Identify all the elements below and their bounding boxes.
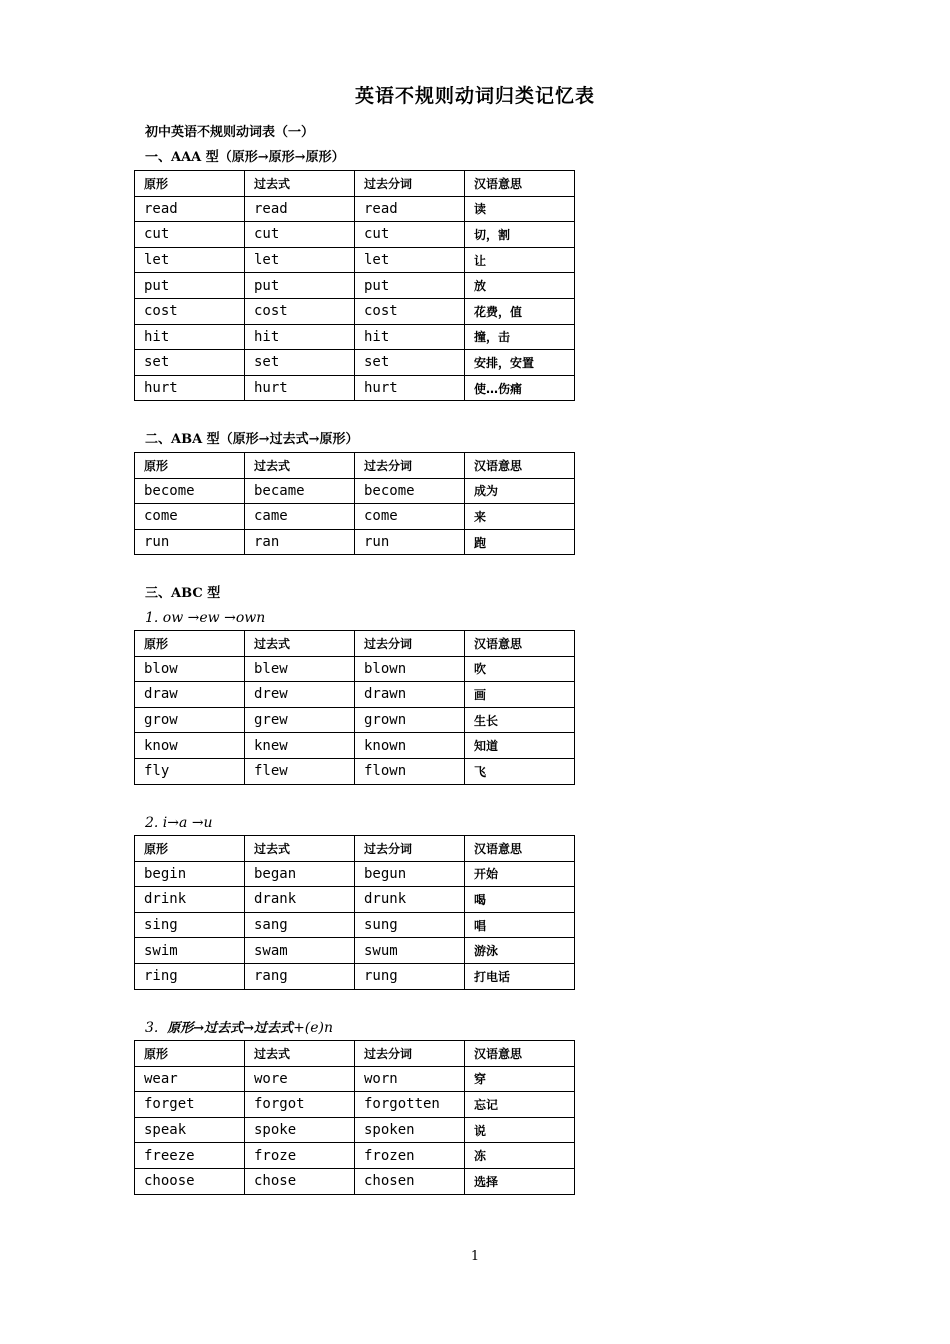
cell-base: swim [135,938,245,964]
cell-base: hurt [135,375,245,401]
cell-participle: spoken [355,1117,465,1143]
cell-meaning: 安排，安置 [465,350,575,376]
header-participle: 过去分词 [355,453,465,479]
cell-base: let [135,247,245,273]
table-row [135,682,575,708]
cell-base: draw [135,682,245,708]
cell-base: ring [135,963,245,989]
cell-participle: read [355,196,465,222]
cell-past: sang [245,912,355,938]
group-rule-suffix: +(e)n [293,1020,334,1036]
cell-participle: set [355,350,465,376]
cell-base: read [135,196,245,222]
cell-participle: worn [355,1066,465,1092]
cell-past: grew [245,707,355,733]
cell-meaning: 喝 [465,887,575,913]
header-meaning: 汉语意思 [465,171,575,197]
cell-meaning: 知道 [465,733,575,759]
cell-base: cut [135,222,245,248]
group-heading-i-a-u: 2. i→a →u [145,815,213,831]
cell-participle: begun [355,861,465,887]
cell-participle: swum [355,938,465,964]
table-row [135,529,575,555]
cell-meaning: 唱 [465,912,575,938]
table-row [135,963,575,989]
cell-past: drank [245,887,355,913]
cell-past: forgot [245,1092,355,1118]
table-row [135,350,575,376]
cell-base: wear [135,1066,245,1092]
header-past: 过去式 [245,631,355,657]
table-row [135,196,575,222]
cell-meaning: 切，割 [465,222,575,248]
cell-past: put [245,273,355,299]
section-heading-aaa: 一、AAA 型（原形→原形→原形） [145,150,345,165]
cell-past: rang [245,963,355,989]
cell-base: put [135,273,245,299]
cell-base: forget [135,1092,245,1118]
cell-participle: become [355,478,465,504]
cell-past: swam [245,938,355,964]
header-base: 原形 [135,631,245,657]
cell-participle: known [355,733,465,759]
table-row [135,1066,575,1092]
cell-base: begin [135,861,245,887]
cell-meaning: 穿 [465,1066,575,1092]
table-header-row [135,1041,575,1067]
group-rule-text: 原形→过去式→过去式 [167,1021,294,1036]
verb-table-aba [134,452,575,555]
verb-table-past-en [134,1040,575,1195]
cell-base: hit [135,324,245,350]
cell-past: froze [245,1143,355,1169]
cell-past: hurt [245,375,355,401]
section-heading-aba: 二、ABA 型（原形→过去式→原形） [145,432,359,447]
cell-past: began [245,861,355,887]
table-row [135,478,575,504]
table-body [135,861,575,989]
cell-base: drink [135,887,245,913]
group-heading-past-en [145,1019,333,1038]
cell-past: let [245,247,355,273]
table-body [135,478,575,555]
header-past: 过去式 [245,836,355,862]
cell-past: ran [245,529,355,555]
cell-meaning: 开始 [465,861,575,887]
cell-meaning: 打电话 [465,963,575,989]
header-base: 原形 [135,836,245,862]
table-header-row [135,836,575,862]
cell-base: become [135,478,245,504]
table-row [135,222,575,248]
cell-past: blew [245,656,355,682]
cell-past: flew [245,758,355,784]
cell-meaning: 使…伤痛 [465,375,575,401]
cell-meaning: 选择 [465,1168,575,1194]
cell-past: drew [245,682,355,708]
table-body [135,196,575,401]
cell-participle: grown [355,707,465,733]
table-row [135,733,575,759]
cell-participle: drunk [355,887,465,913]
cell-base: fly [135,758,245,784]
cell-past: cut [245,222,355,248]
header-base: 原形 [135,1041,245,1067]
cell-base: freeze [135,1143,245,1169]
header-participle: 过去分词 [355,1041,465,1067]
cell-participle: frozen [355,1143,465,1169]
document-subtitle: 初中英语不规则动词表（一） [145,125,315,140]
page-number: 1 [470,1249,480,1264]
cell-base: speak [135,1117,245,1143]
verb-table-aaa [134,170,575,401]
cell-past: read [245,196,355,222]
cell-base: cost [135,298,245,324]
table-row [135,707,575,733]
header-meaning: 汉语意思 [465,1041,575,1067]
header-past: 过去式 [245,1041,355,1067]
header-past: 过去式 [245,453,355,479]
cell-past: became [245,478,355,504]
header-meaning: 汉语意思 [465,631,575,657]
cell-base: know [135,733,245,759]
table-row [135,758,575,784]
cell-participle: come [355,504,465,530]
cell-participle: chosen [355,1168,465,1194]
table-row [135,887,575,913]
table-header-row [135,631,575,657]
cell-meaning: 让 [465,247,575,273]
cell-past: knew [245,733,355,759]
cell-past: came [245,504,355,530]
table-row [135,1117,575,1143]
cell-participle: rung [355,963,465,989]
cell-meaning: 生长 [465,707,575,733]
header-participle: 过去分词 [355,836,465,862]
cell-participle: sung [355,912,465,938]
table-row [135,1092,575,1118]
cell-participle: let [355,247,465,273]
group-number: 3. [145,1020,159,1036]
header-meaning: 汉语意思 [465,836,575,862]
cell-meaning: 吹 [465,656,575,682]
table-row [135,912,575,938]
cell-participle: blown [355,656,465,682]
table-row [135,375,575,401]
table-row [135,938,575,964]
cell-meaning: 游泳 [465,938,575,964]
cell-past: spoke [245,1117,355,1143]
cell-participle: forgotten [355,1092,465,1118]
cell-meaning: 花费，值 [465,298,575,324]
header-participle: 过去分词 [355,631,465,657]
table-row [135,656,575,682]
section-heading-abc: 三、ABC 型 [145,586,221,601]
cell-base: come [135,504,245,530]
table-row [135,298,575,324]
cell-past: set [245,350,355,376]
cell-meaning: 跑 [465,529,575,555]
header-participle: 过去分词 [355,171,465,197]
cell-base: set [135,350,245,376]
table-row [135,273,575,299]
table-row [135,504,575,530]
cell-past: chose [245,1168,355,1194]
cell-meaning: 忘记 [465,1092,575,1118]
cell-meaning: 画 [465,682,575,708]
table-row [135,1168,575,1194]
cell-meaning: 撞，击 [465,324,575,350]
table-row [135,861,575,887]
header-base: 原形 [135,171,245,197]
cell-participle: hit [355,324,465,350]
cell-meaning: 成为 [465,478,575,504]
verb-table-ow-ew-own [134,630,575,785]
cell-meaning: 飞 [465,758,575,784]
table-header-row [135,171,575,197]
header-meaning: 汉语意思 [465,453,575,479]
cell-base: run [135,529,245,555]
document-title: 英语不规则动词归类记忆表 [354,85,595,107]
cell-participle: flown [355,758,465,784]
group-heading-ow-ew-own: 1. ow →ew →own [145,610,266,626]
cell-base: grow [135,707,245,733]
cell-past: cost [245,298,355,324]
cell-participle: put [355,273,465,299]
cell-past: wore [245,1066,355,1092]
cell-participle: cost [355,298,465,324]
cell-base: choose [135,1168,245,1194]
cell-base: sing [135,912,245,938]
cell-participle: cut [355,222,465,248]
cell-meaning: 说 [465,1117,575,1143]
cell-participle: run [355,529,465,555]
cell-meaning: 读 [465,196,575,222]
cell-base: blow [135,656,245,682]
cell-participle: hurt [355,375,465,401]
header-base: 原形 [135,453,245,479]
cell-participle: drawn [355,682,465,708]
table-body [135,656,575,784]
table-header-row [135,453,575,479]
table-row [135,324,575,350]
cell-meaning: 冻 [465,1143,575,1169]
cell-meaning: 放 [465,273,575,299]
table-row [135,1143,575,1169]
table-body [135,1066,575,1194]
header-past: 过去式 [245,171,355,197]
cell-past: hit [245,324,355,350]
verb-table-i-a-u [134,835,575,990]
cell-meaning: 来 [465,504,575,530]
table-row [135,247,575,273]
